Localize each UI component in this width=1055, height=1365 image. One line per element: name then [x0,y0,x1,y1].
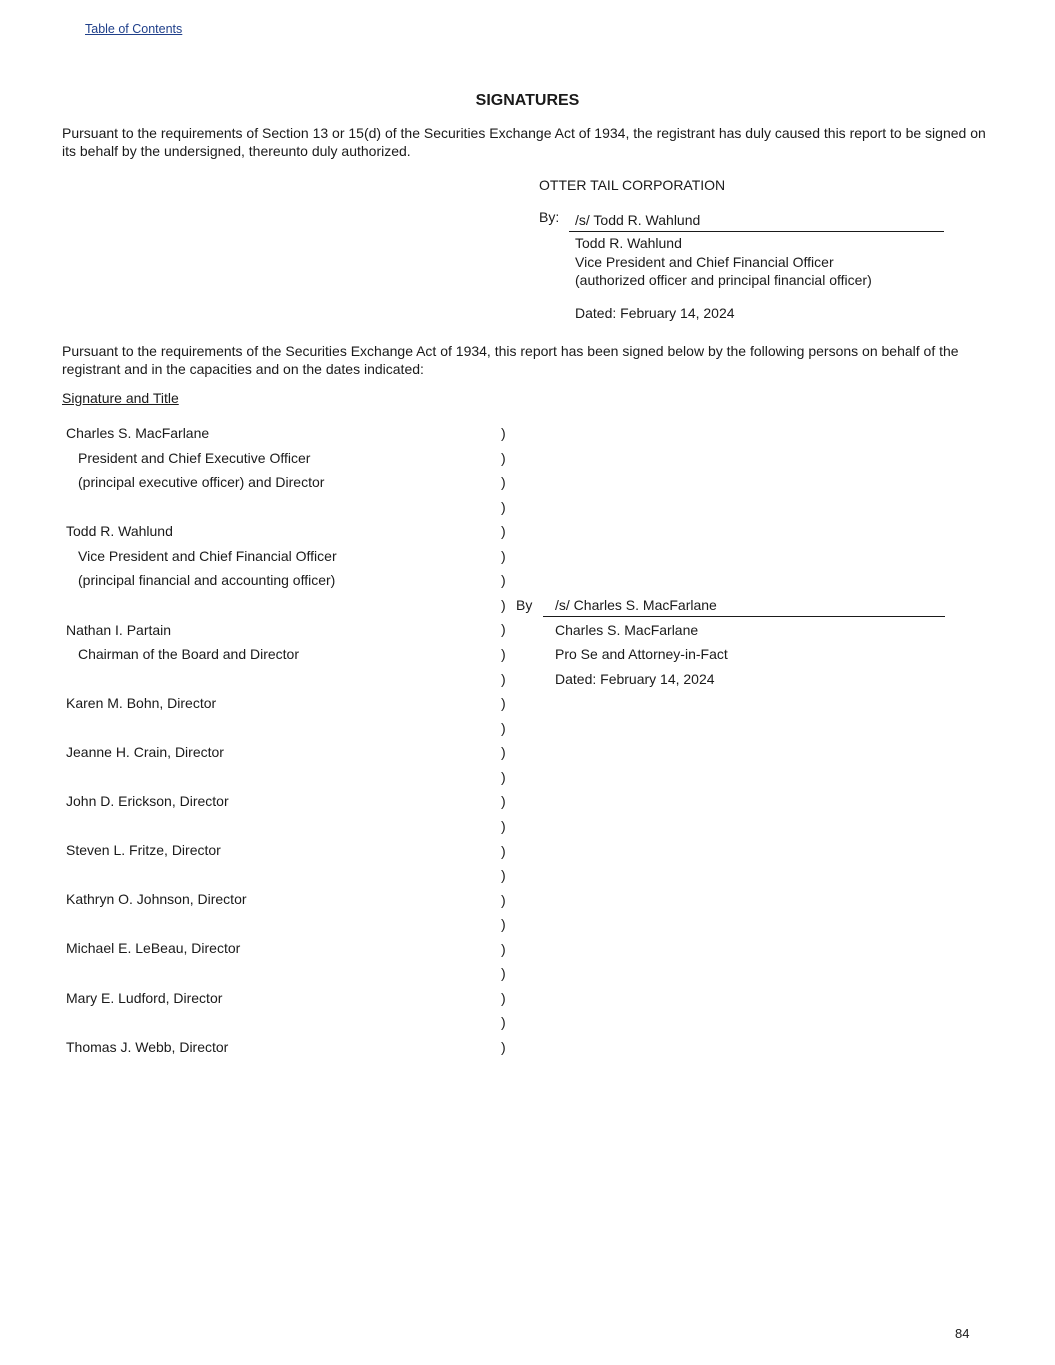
page-number: 84 [955,1326,970,1341]
bracket-mark: ) [501,646,506,662]
second-paragraph: Pursuant to the requirements of the Securities Exchange Act of 1934, this report has been signed below by the following persons on behalf of the registrant and in the capacities and on the dates indicated: [62,343,959,377]
bracket-mark: ) [501,720,506,736]
signer-director: Steven L. Fritze, Director [66,842,221,858]
attorney-by-label: By [516,597,533,613]
bracket-mark: ) [501,671,506,687]
signer-title: President and Chief Executive Officer [78,450,311,466]
registrant-dated: Dated: February 14, 2024 [575,305,735,321]
signer-title: Vice President and Chief Financial Officer [78,548,337,564]
attorney-dated: Dated: February 14, 2024 [555,671,715,687]
attorney-signature: /s/ Charles S. MacFarlane [555,597,717,613]
bracket-mark: ) [501,548,506,564]
intro-paragraph: Pursuant to the requirements of Section 13 or 15(d) of the Securities Exchange Act of 1934, the registrant has duly caused this report to be signed on its behalf by the undersigned, thereunto duly authorized. [62,125,986,159]
bracket-mark: ) [501,425,506,441]
signer-director: Kathryn O. Johnson, Director [66,891,247,907]
bracket-mark: ) [501,621,506,637]
signer-title: (principal executive officer) and Director [78,474,325,490]
attorney-capacity: Pro Se and Attorney-in-Fact [555,646,728,662]
bracket-mark: ) [501,450,506,466]
bracket-mark: ) [501,572,506,588]
bracket-mark: ) [501,474,506,490]
bracket-mark: ) [501,941,506,957]
registrant-signature-line [569,231,944,232]
signer-director: Michael E. LeBeau, Director [66,940,241,956]
signer-name: Charles S. MacFarlane [66,425,210,441]
signer-name: Todd R. Wahlund [66,523,173,539]
bracket-mark: ) [501,597,506,613]
bracket-mark: ) [501,843,506,859]
signer-director: John D. Erickson, Director [66,793,229,809]
bracket-mark: ) [501,818,506,834]
bracket-mark: ) [501,916,506,932]
registrant-signature: /s/ Todd R. Wahlund [575,212,701,228]
registrant-signer-capacity: (authorized officer and principal financial officer) [575,272,872,288]
bracket-mark: ) [501,867,506,883]
bracket-mark: ) [501,499,506,515]
signer-director: Karen M. Bohn, Director [66,695,217,711]
signer-title: Chairman of the Board and Director [78,646,299,662]
bracket-mark: ) [501,793,506,809]
page-title: SIGNATURES [475,92,580,109]
bracket-mark: ) [501,695,506,711]
signer-director: Thomas J. Webb, Director [66,1039,229,1055]
signer-director: Mary E. Ludford, Director [66,990,223,1006]
signature-table-heading: Signature and Title [62,390,179,406]
bracket-mark: ) [501,1039,506,1055]
registrant-by-label: By: [539,209,560,225]
bracket-mark: ) [501,892,506,908]
registrant-signer-title: Vice President and Chief Financial Officer [575,254,834,270]
attorney-signature-line [543,616,945,617]
company-name: OTTER TAIL CORPORATION [539,177,726,193]
table-of-contents-link[interactable]: Table of Contents [85,22,183,36]
signer-director: Jeanne H. Crain, Director [66,744,224,760]
bracket-mark: ) [501,1014,506,1030]
bracket-mark: ) [501,744,506,760]
bracket-mark: ) [501,990,506,1006]
attorney-name: Charles S. MacFarlane [555,622,699,638]
bracket-mark: ) [501,523,506,539]
bracket-mark: ) [501,965,506,981]
bracket-mark: ) [501,769,506,785]
signer-title: (principal financial and accounting officer) [78,572,336,588]
registrant-signer-name: Todd R. Wahlund [575,235,682,251]
signer-name: Nathan I. Partain [66,622,172,638]
